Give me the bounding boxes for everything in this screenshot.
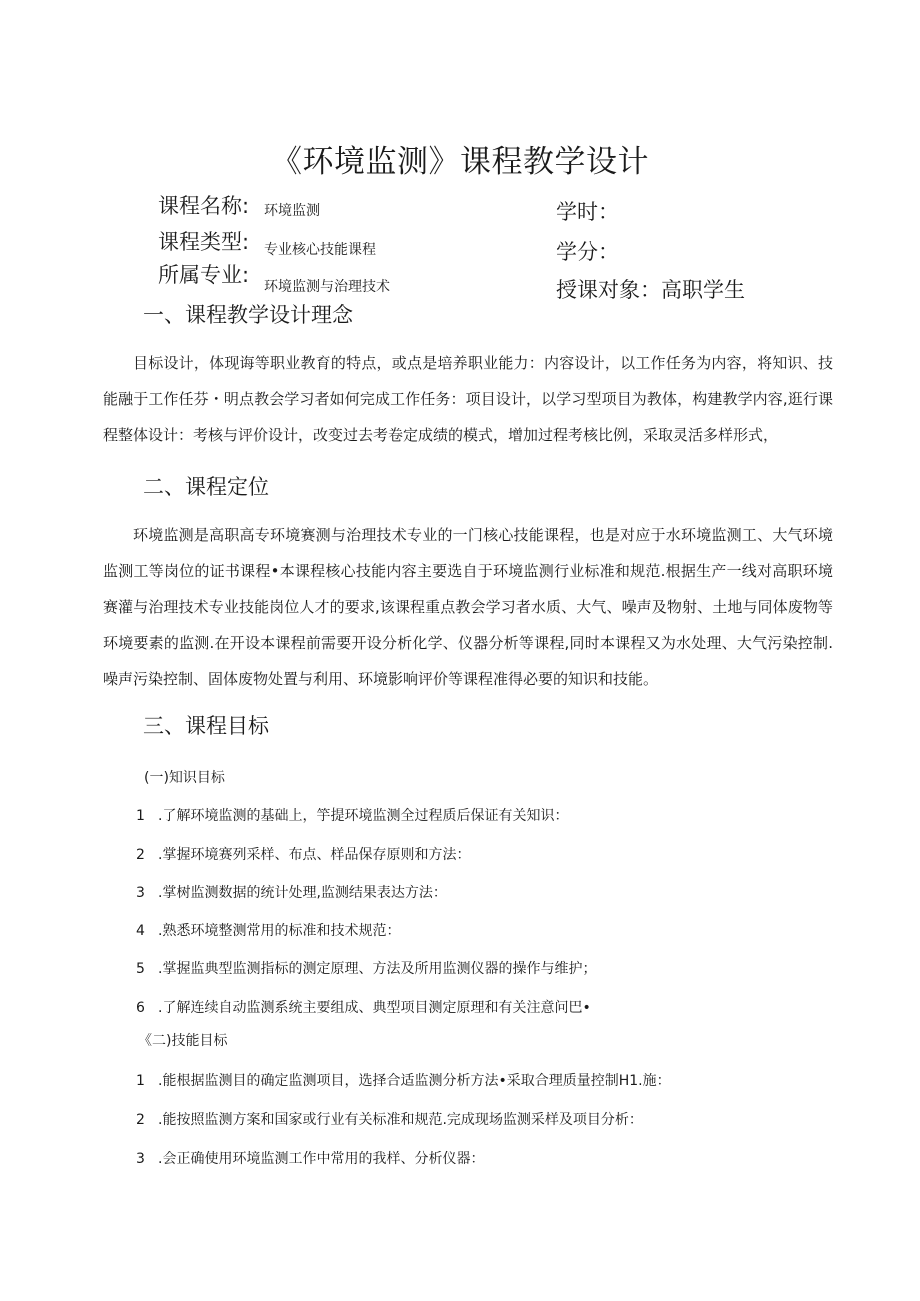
section-heading-concept: 一、课程教学设计理念 [143,303,353,327]
item-number: 4 [136,923,145,939]
skill-item [136,1070,671,1090]
item-number: 6 [136,1000,145,1016]
knowledge-item [136,844,470,864]
item-text: .掌握环境赛列采样、布点、样品保存原则和方法： [158,847,471,863]
skill-item [136,1148,484,1168]
document-title: 《环境监测》课程教学设计 [271,144,649,180]
section-heading-positioning: 二、课程定位 [143,475,269,499]
major-value: 环境监测与治理技术 [264,279,390,295]
course-name-value: 环境监测 [264,203,320,219]
item-text: .会正确使用环境监测工作中常用的我样、分析仪器： [158,1151,485,1167]
course-name-label: 课程名称: [158,194,250,218]
item-number: 3 [136,1151,145,1167]
item-text: .了解连续自动监测系统主要组成、典型项目测定原理和有关注意问巴• [158,1000,591,1016]
knowledge-item [136,920,400,940]
item-text: .掌握监典型监测指标的测定原理、方法及所用监测仪器的操作与维护； [158,961,597,977]
item-number: 5 [136,961,145,977]
knowledge-goals-heading: (一)知识目标 [144,770,225,786]
skill-goals-heading: 《二)技能目标 [138,1033,228,1049]
section-paragraph-positioning [103,517,833,697]
course-info-block [0,188,920,302]
skill-item [136,1109,643,1129]
major-label: 所属专业: [158,263,250,287]
audience-label: 授课对象：高职学生 [556,278,745,302]
item-text: .掌树监测数据的统计处理,监测结果表达方法： [158,885,447,901]
concept-text: 目标设计，体现诲等职业教育的特点，或点是培养职业能力：内容设计，以工作任务为内容，将知识、技能融于工作任芬・明点教会学习者如何完成工作任务：项目设计，以学习型项目为教体，构建教学内容,逛行课程整体设计：考核与评价设计，改变过去考卷定成绩的模式，增加过程考核比例，采取灵活多样形式， [103,354,833,444]
course-type-label: 课程类型: [158,230,250,254]
credits-label: 学分： [556,240,619,264]
knowledge-item [136,997,591,1017]
item-text: .了解环境监测的基础上，竽提环境监测全过程质后保证有关知识： [158,808,569,824]
item-number: 2 [136,1112,145,1128]
knowledge-item [136,805,568,825]
item-number: 2 [136,847,145,863]
item-text: .熟悉环境整测常用的标准和技术规范： [158,923,401,939]
item-number: 3 [136,885,145,901]
positioning-text: 环境监测是高职高专环境赛测与治理技术专业的一门核心技能课程，也是对应于水环境监测工、大气环境监测工等岗位的证书课程•本课程核心技能内容主要选自于环境监测行业标准和规范.根据生产一线对高职环境赛灌与治理技术专业技能岗位人才的要求,该课程重点教会学习者水质、大气、噪声及物射、土地与同体废物等环境要素的监测.在开设本课程前需要开设分析化学、仪器分析等课程,同时本课程又为水处理、大气污染控制.噪声污染控制、固体废物处置与利用、环境影响评价等课程准得必要的知识和技能。 [103,526,833,688]
item-number: 1 [136,1073,145,1089]
knowledge-item [136,882,447,902]
item-number: 1 [136,808,145,824]
course-type-value: 专业核心技能课程 [264,242,376,258]
hours-label: 学时： [556,200,619,224]
item-text: .能按照监测方案和国家或行业有关标准和规范.完成现场监测采样及项目分析： [158,1112,643,1128]
knowledge-item [136,958,596,978]
item-text: .能根据监测目的确定监测项目，选择合适监测分析方法•采取合理质量控制H1.施： [158,1073,671,1089]
section-paragraph-concept [103,345,833,453]
section-heading-objectives: 三、课程目标 [143,714,269,738]
